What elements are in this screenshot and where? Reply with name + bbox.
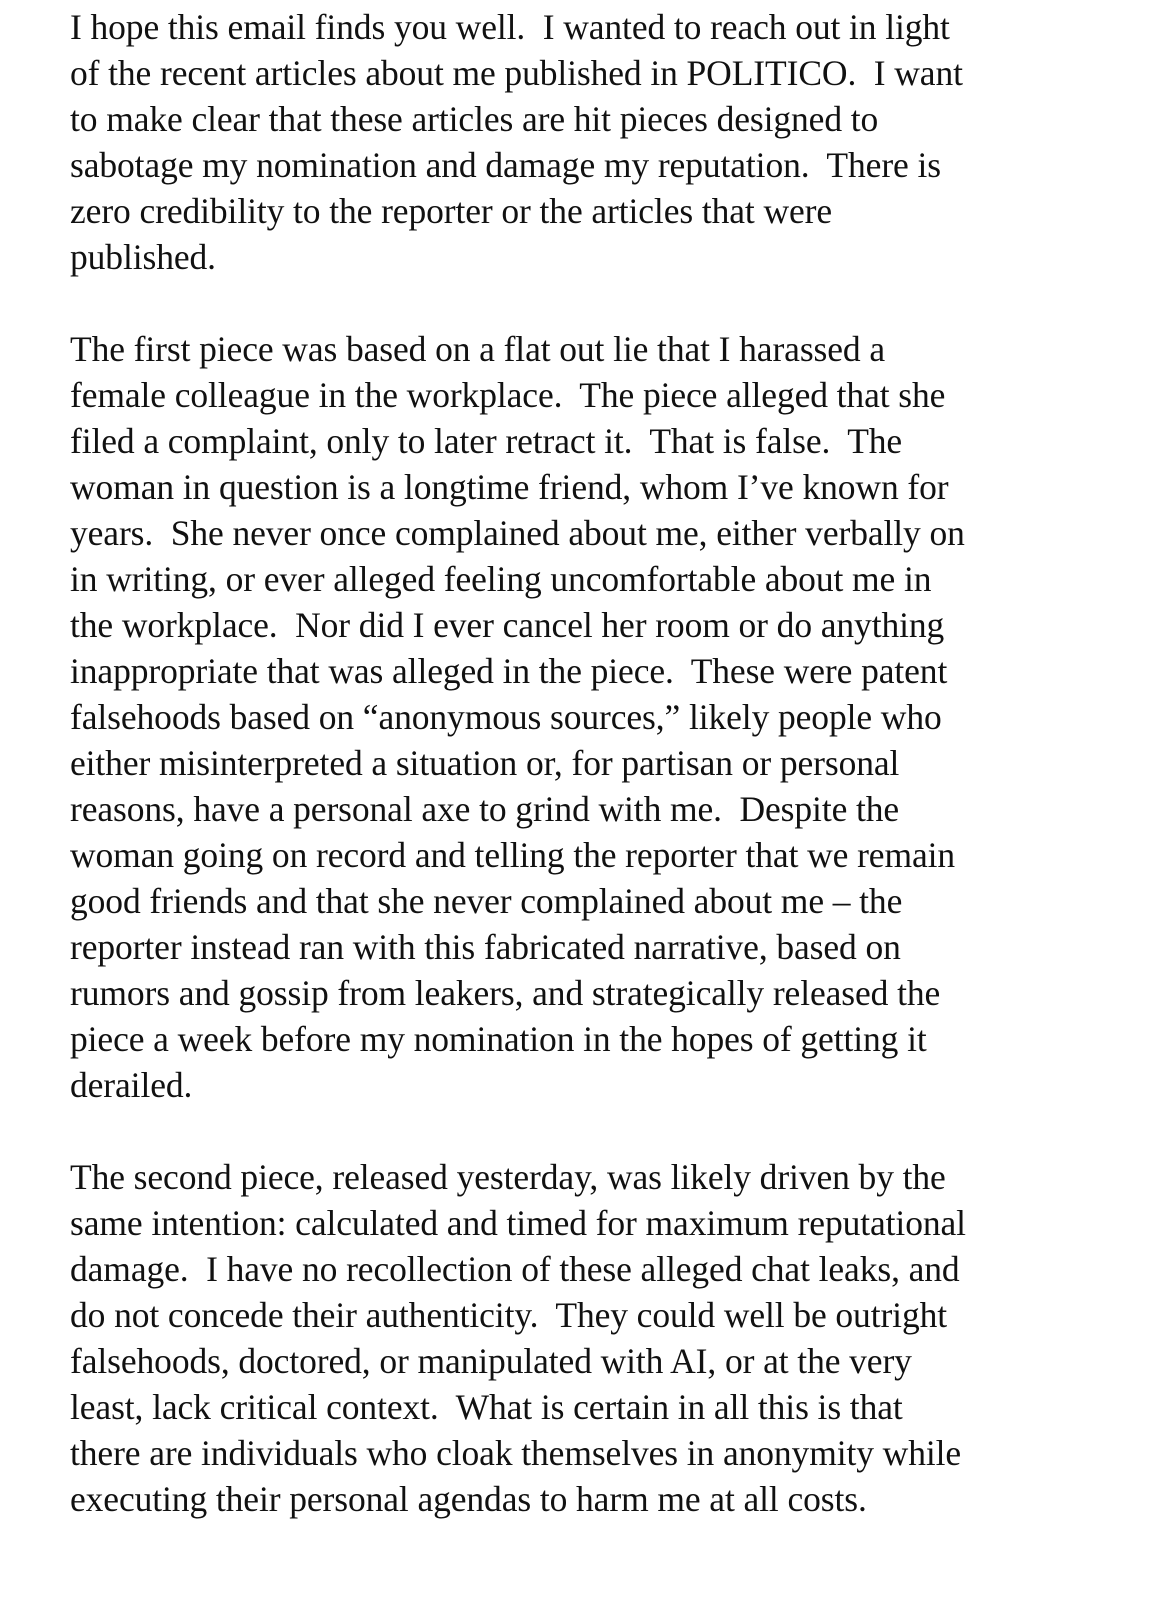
text-line: The second piece, released yesterday, was likely driven by the: [70, 1157, 946, 1197]
text-line: least, lack critical context. What is certain in all this is that: [70, 1387, 903, 1427]
text-line: rumors and gossip from leakers, and strategically released the: [70, 973, 941, 1013]
paragraph-second-piece: [70, 1154, 1160, 1522]
text-line: either misinterpreted a situation or, for partisan or personal: [70, 743, 900, 783]
text-line: to make clear that these articles are hit pieces designed to: [70, 99, 879, 139]
text-line: damage. I have no recollection of these alleged chat leaks, and: [70, 1249, 960, 1289]
text-line: in writing, or ever alleged feeling uncomfortable about me in: [70, 559, 932, 599]
text-line: The first piece was based on a flat out lie that I harassed a: [70, 329, 886, 369]
text-line: of the recent articles about me published in POLITICO. I want: [70, 53, 963, 93]
paragraph-first-piece: [70, 326, 1160, 1108]
text-line: the workplace. Nor did I ever cancel her room or do anything: [70, 605, 945, 645]
text-line: reasons, have a personal axe to grind with me. Despite the: [70, 789, 900, 829]
text-line: do not concede their authenticity. They could well be outright: [70, 1295, 948, 1335]
text-line: reporter instead ran with this fabricated narrative, based on: [70, 927, 901, 967]
text-line: published.: [70, 237, 216, 277]
text-line: filed a complaint, only to later retract it. That is false. The: [70, 421, 903, 461]
text-line: falsehoods based on “anonymous sources,” likely people who: [70, 697, 942, 737]
text-line: zero credibility to the reporter or the articles that were: [70, 191, 833, 231]
text-line: sabotage my nomination and damage my reputation. There is: [70, 145, 941, 185]
text-line: female colleague in the workplace. The piece alleged that she: [70, 375, 946, 415]
text-line: I hope this email finds you well. I wanted to reach out in light: [70, 7, 950, 47]
email-body: [70, 4, 1160, 1568]
text-line: years. She never once complained about me, either verbally on: [70, 513, 965, 553]
paragraph-intro: [70, 4, 1160, 280]
text-line: good friends and that she never complained about me – the: [70, 881, 903, 921]
text-line: inappropriate that was alleged in the piece. These were patent: [70, 651, 948, 691]
text-line: piece a week before my nomination in the hopes of getting it: [70, 1019, 927, 1059]
text-line: woman going on record and telling the reporter that we remain: [70, 835, 956, 875]
text-line: derailed.: [70, 1065, 193, 1105]
text-line: same intention: calculated and timed for maximum reputational: [70, 1203, 966, 1243]
text-line: executing their personal agendas to harm me at all costs.: [70, 1479, 867, 1519]
text-line: falsehoods, doctored, or manipulated with AI, or at the very: [70, 1341, 912, 1381]
text-line: woman in question is a longtime friend, whom I’ve known for: [70, 467, 949, 507]
text-line: there are individuals who cloak themselves in anonymity while: [70, 1433, 962, 1473]
